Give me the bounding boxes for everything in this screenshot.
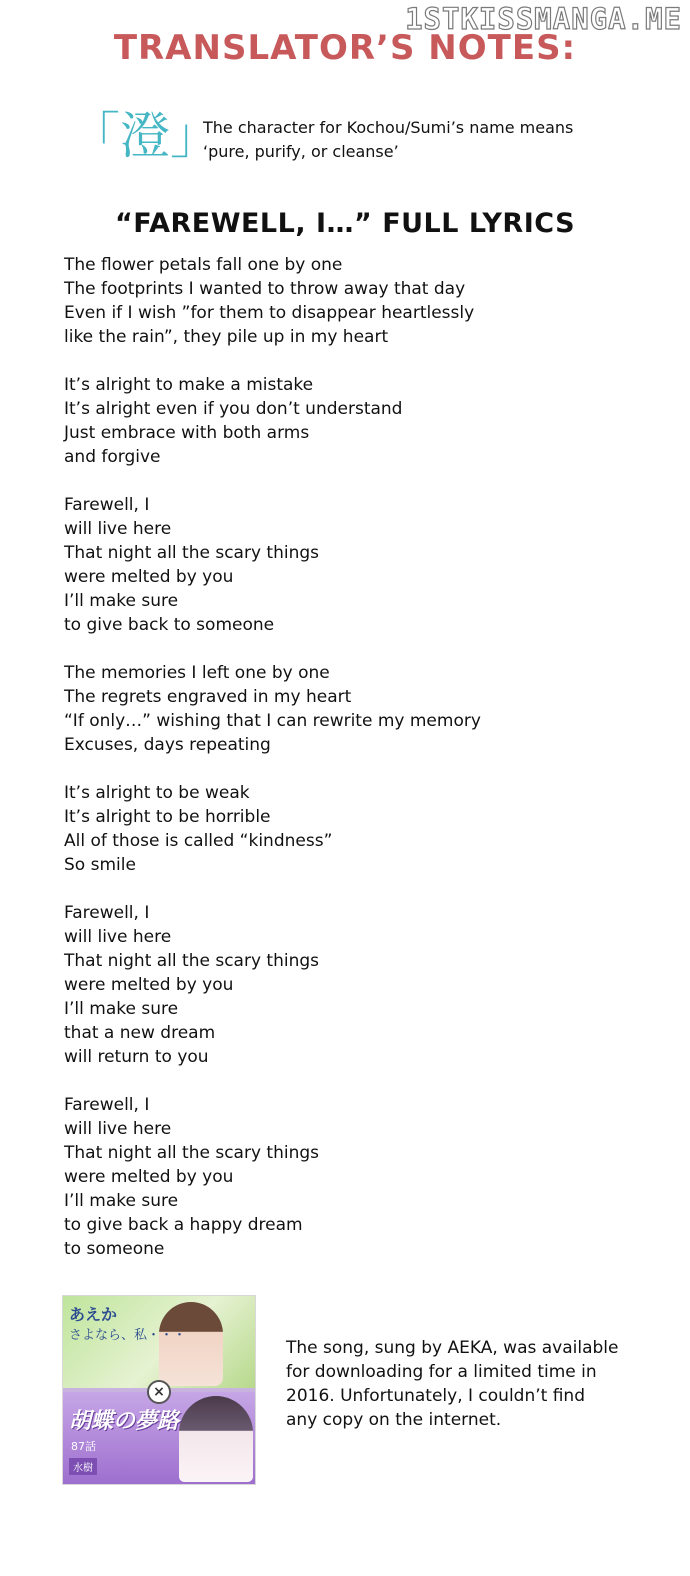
lyrics-line: were melted by you [64, 1167, 234, 1187]
lyrics-line: Even if I wish ”for them to disappear heartlessly [64, 303, 475, 323]
lyrics-line: The flower petals fall one by one [64, 255, 343, 275]
kanji-character: 「澄」 [70, 107, 220, 165]
lyrics-line: The footprints I wanted to throw away that day [64, 279, 466, 299]
lyrics-heading: “FAREWELL, I…” FULL LYRICS [114, 208, 576, 239]
song-note-line: 2016. Unfortunately, I couldn’t find [286, 1386, 585, 1406]
kanji-note-line: ‘pure, purify, or cleanse’ [203, 142, 399, 161]
lyrics-line: Farewell, I [64, 1095, 150, 1115]
lyrics-line: That night all the scary things [64, 543, 320, 563]
lyrics-line: I’ll make sure [64, 999, 179, 1019]
lyrics-line: and forgive [64, 447, 161, 467]
lyrics-line: will live here [64, 927, 172, 947]
lyrics-line: The memories I left one by one [64, 663, 330, 683]
lyrics-line: All of those is called “kindness” [64, 831, 333, 851]
cover-song-title: さよなら、私・・・ [69, 1328, 187, 1343]
lyrics-stanza [64, 373, 481, 469]
lyrics-line: The regrets engraved in my heart [64, 687, 352, 707]
lyrics-line: were melted by you [64, 975, 234, 995]
lyrics-line: I’ll make sure [64, 591, 179, 611]
cover-chapter: 87話 [71, 1440, 96, 1453]
lyrics-line: will return to you [64, 1047, 209, 1067]
album-cover-image [62, 1295, 256, 1485]
lyrics-stanza [64, 1093, 481, 1261]
lyrics-block [64, 253, 481, 1285]
lyrics-line: will live here [64, 1119, 172, 1139]
cover-artist: あえか [69, 1305, 118, 1324]
lyrics-line: to give back a happy dream [64, 1215, 303, 1235]
lyrics-stanza [64, 661, 481, 757]
cover-author: 水樹 [69, 1458, 97, 1475]
lyrics-line: like the rain”, they pile up in my heart [64, 327, 389, 347]
song-note-line: any copy on the internet. [286, 1410, 502, 1430]
lyrics-stanza [64, 253, 481, 349]
lyrics-line: were melted by you [64, 567, 234, 587]
lyrics-line: that a new dream [64, 1023, 216, 1043]
lyrics-line: Farewell, I [64, 903, 150, 923]
cover-manga-character [179, 1396, 253, 1482]
lyrics-line: It’s alright even if you don’t understand [64, 399, 403, 419]
page-title: TRANSLATOR’S NOTES: [113, 28, 577, 68]
cover-manga-title: 胡蝶の夢路 [69, 1409, 180, 1434]
lyrics-line: It’s alright to make a mistake [64, 375, 314, 395]
lyrics-line: Just embrace with both arms [64, 423, 310, 443]
lyrics-line: It’s alright to be horrible [64, 807, 271, 827]
kanji-note-line: The character for Kochou/Sumi’s name means [203, 118, 574, 137]
lyrics-line: to someone [64, 1239, 165, 1259]
lyrics-line: That night all the scary things [64, 951, 320, 971]
song-note [286, 1336, 618, 1432]
lyrics-line: That night all the scary things [64, 1143, 320, 1163]
cover-singer-figure [159, 1302, 223, 1386]
lyrics-stanza [64, 901, 481, 1069]
lyrics-stanza [64, 493, 481, 637]
lyrics-line: I’ll make sure [64, 1191, 179, 1211]
lyrics-line: to give back to someone [64, 615, 275, 635]
song-note-line: for downloading for a limited time in [286, 1362, 597, 1382]
lyrics-stanza [64, 781, 481, 877]
song-note-line: The song, sung by AEKA, was available [286, 1338, 619, 1358]
site-watermark: 1STKISSMANGA.ME [405, 2, 682, 36]
lyrics-line: It’s alright to be weak [64, 783, 250, 803]
kanji-note [203, 116, 573, 164]
lyrics-line: “If only…” wishing that I can rewrite my memory [64, 711, 481, 731]
lyrics-line: Farewell, I [64, 495, 150, 515]
lyrics-line: will live here [64, 519, 172, 539]
lyrics-line: So smile [64, 855, 136, 875]
close-icon: × [147, 1380, 171, 1404]
lyrics-line: Excuses, days repeating [64, 735, 271, 755]
